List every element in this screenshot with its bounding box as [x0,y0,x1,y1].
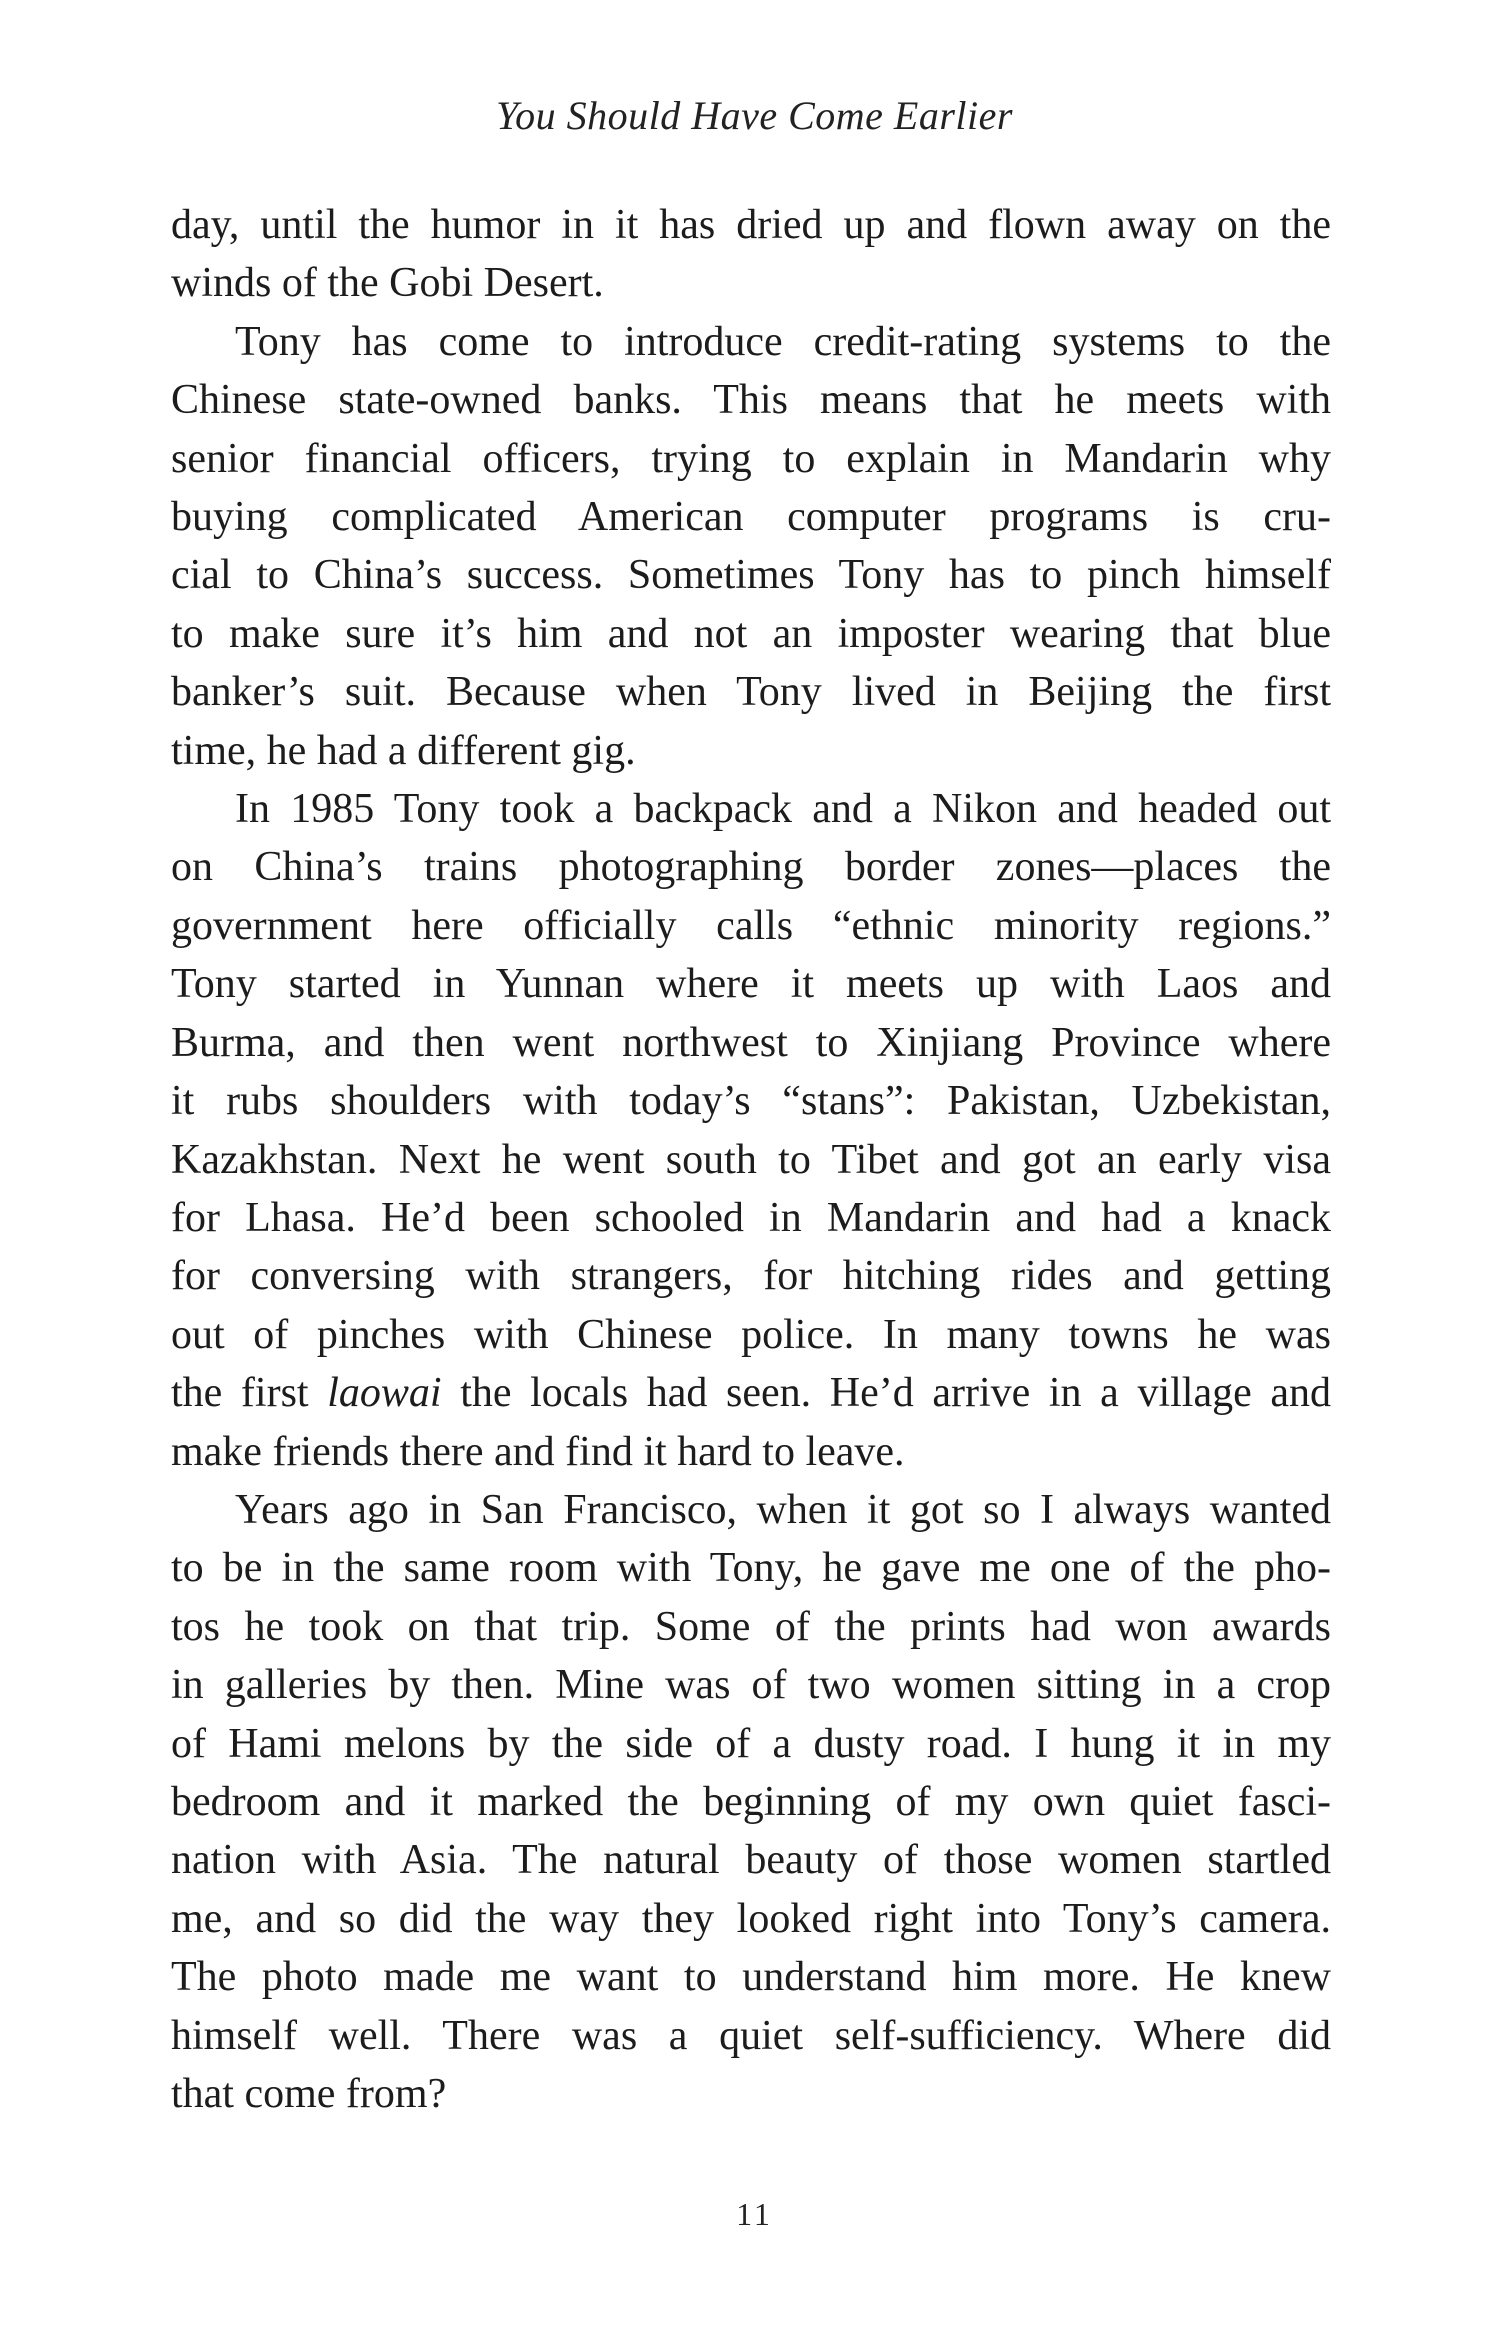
text-line: on China’s trains photographing border zones—places the [171,844,1331,891]
text-line: me, and so did the way they looked right into Tony’s camera. [171,1895,1331,1942]
text-line: of Hami melons by the side of a dusty road. I hung it in my [171,1720,1331,1767]
text-line: cial to China’s success. Sometimes Tony has to pinch himself [171,552,1331,599]
text-line: winds of the Gobi Desert. [171,260,604,307]
text-line: it rubs shoulders with today’s “stans”: Pakistan, Uzbekistan, [171,1078,1331,1125]
text-line: Burma, and then went northwest to Xinjiang Province where [171,1019,1331,1066]
text-line [171,1364,1331,1422]
text-line: Tony has come to introduce credit-rating systems to the [235,318,1331,365]
page-number: 11 [736,2196,773,2232]
text-line: time, he had a different gig. [171,727,636,774]
text-line: to be in the same room with Tony, he gave me one of the pho- [171,1545,1331,1592]
running-head: You Should Have Come Earlier [496,93,1013,138]
text-line: The photo made me want to understand him more. He knew [171,1954,1331,2001]
text-line: in galleries by then. Mine was of two women sitting in a crop [171,1662,1331,1709]
body-text [171,196,1331,2123]
text-line: day, until the humor in it has dried up and flown away on the [171,202,1331,248]
italic-term-laowai: laowai [327,1370,442,1417]
text-line: that come from? [171,2071,447,2117]
text-line: out of pinches with Chinese police. In many towns he was [171,1311,1331,1358]
text-line: to make sure it’s him and not an imposter wearing that blue [171,610,1331,657]
text-line: Kazakhstan. Next he went south to Tibet and got an early visa [171,1136,1331,1183]
text-line: In 1985 Tony took a backpack and a Nikon and headed out [235,786,1331,833]
text-line: senior financial officers, trying to explain in Mandarin why [171,435,1331,482]
text-line: Tony started in Yunnan where it meets up with Laos and [171,961,1331,1008]
text-line: for conversing with strangers, for hitching rides and getting [171,1253,1331,1300]
text-line: make friends there and find it hard to leave. [171,1428,905,1475]
text-line: for Lhasa. He’d been schooled in Mandarin and had a knack [171,1194,1331,1241]
text-line: Chinese state-owned banks. This means that he meets with [171,377,1331,424]
text-line: himself well. There was a quiet self-sufficiency. Where did [171,2012,1331,2059]
text-line: tos he took on that trip. Some of the prints had won awards [171,1603,1331,1650]
text-run: the locals had seen. He’d arrive in a village and [441,1370,1331,1417]
text-line: Years ago in San Francisco, when it got so I always wanted [235,1486,1331,1533]
text-line: bedroom and it marked the beginning of my own quiet fasci- [171,1778,1331,1825]
text-line: nation with Asia. The natural beauty of those women startled [171,1837,1331,1884]
text-line: government here officially calls “ethnic minority regions.” [171,902,1331,949]
text-line: buying complicated American computer programs is cru- [171,494,1331,541]
text-line: banker’s suit. Because when Tony lived in Beijing the first [171,669,1331,716]
text-run: the first [171,1370,328,1417]
